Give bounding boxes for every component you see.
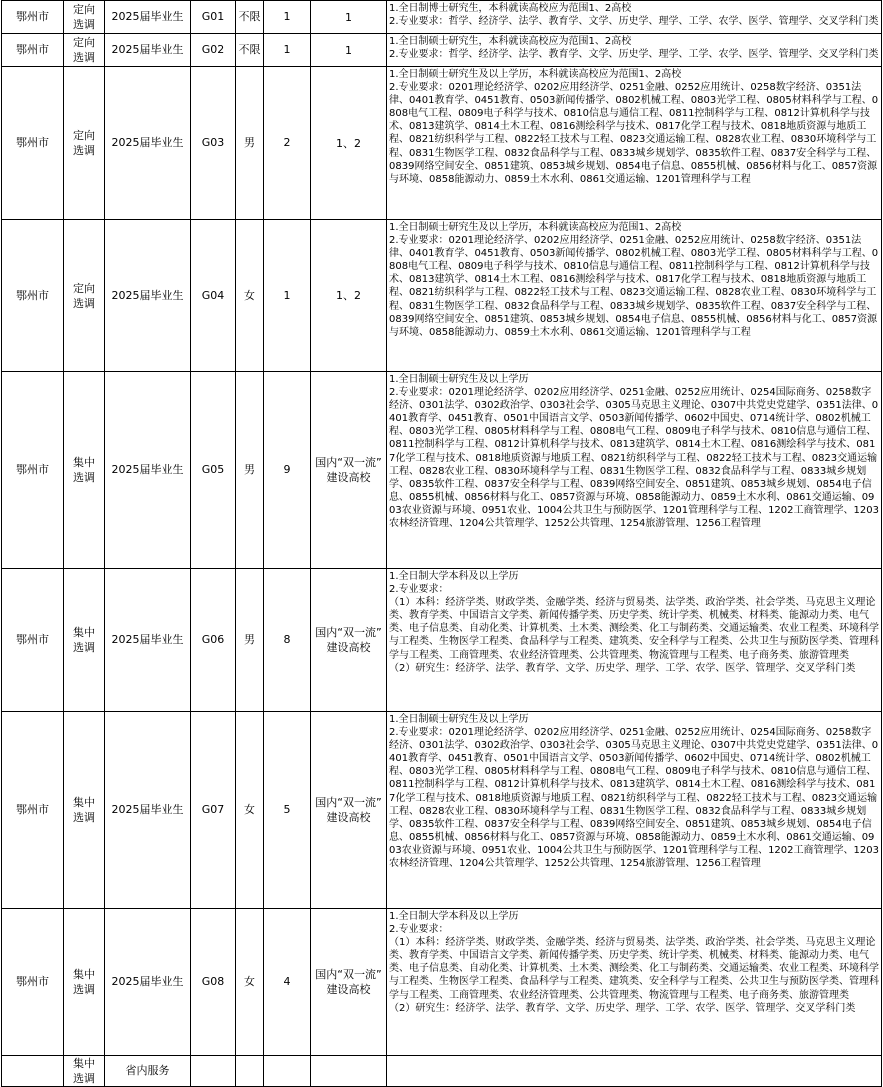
school-range-cell: 1、2 <box>311 220 387 372</box>
table-row <box>2 220 882 372</box>
method-cell: 定向 选调 <box>64 34 105 67</box>
requirement-cell: 1.全日制大学本科及以上学历 2.专业要求： （1）本科：经济学类、财政学类、金融学类、经济与贸易类、法学类、政治学类、社会学类、马克思主义理论类、教育学类、中国语言文学类、新闻传播学类、历史学类、统计学类、机械类、材料类、能源动力类、电气类、电子信息类、自动化类、计算机类、土木类、测绘类、化工与制药类、交通运输类、农业工程类、环境科学与工程类、生物医学工程类、食品科学与工程类、建筑类、安全科学与工程类、公共卫生与预防医学类、管理科学与工程类、工商管理类、农业经济管理类、公共管理类、物流管理与工程类、电子商务类、旅游管理类 （2）研究生：经济学、法学、教育学、文学、历史学、理学、工学、农学、医学、管理学、交叉学科门类 <box>387 909 882 1056</box>
count-cell: 1 <box>264 1 311 34</box>
gender-cell: 女 <box>236 909 264 1056</box>
gender-cell: 女 <box>236 712 264 909</box>
requirement-cell: 1.全日制硕士研究生及以上学历 2.专业要求：0201理论经济学、0202应用经济学、0251金融、0252应用统计、0254国际商务、0258数字经济、0301法学、0302政治学、0303社会学、0305马克思主义理论、0307中共党史党建学、0351法律、0401教育学、0451教育、0501中国语言文学、0503新闻传播学、0602中国史、0714统计学、0802机械工程、0803光学工程、0805材料科学与工程、0808电气工程、0809电子科学与技术、0810信息与通信工程、0811控制科学与工程、0812计算机科学与技术、0813建筑学、0814土木工程、0816测绘科学与技术、0817化学工程与技术、0818地质资源与地质工程、0821纺织科学与工程、0822轻工技术与工程、0823交通运输工程、0828农业工程、0830环境科学与工程、0831生物医学工程、0832食品科学与工程、0833城乡规划学、0835软件工程、0837安全科学与工程、0839网络空间安全、0851建筑、0853城乡规划、0854电子信息、0855机械、0856材料与化工、0857资源与环境、0858能源动力、0859土木水利、0861交通运输、0903农业资源与环境、0951农业、1004公共卫生与预防医学、1201管理科学与工程、1202工商管理学、1203农林经济管理、1204公共管理学、1252公共管理、1254旅游管理、1256工程管理 <box>387 372 882 569</box>
gender-cell: 不限 <box>236 1 264 34</box>
gender-cell: 男 <box>236 569 264 712</box>
school-range-cell: 1 <box>311 1 387 34</box>
position-code-cell: G08 <box>191 909 236 1056</box>
table-body <box>2 1 882 1087</box>
method-cell: 集中 选调 <box>64 1056 105 1087</box>
school-range-cell: 1 <box>311 34 387 67</box>
school-range-cell: 1、2 <box>311 67 387 220</box>
target-cell: 2025届毕业生 <box>105 909 191 1056</box>
region-cell: 鄂州市 <box>2 712 64 909</box>
target-cell: 2025届毕业生 <box>105 372 191 569</box>
school-range-cell <box>311 1056 387 1087</box>
gender-cell: 不限 <box>236 34 264 67</box>
target-cell: 2025届毕业生 <box>105 569 191 712</box>
count-cell: 4 <box>264 909 311 1056</box>
target-cell: 2025届毕业生 <box>105 220 191 372</box>
target-cell: 2025届毕业生 <box>105 34 191 67</box>
table-row <box>2 569 882 712</box>
requirement-cell: 1.全日制硕士研究生及以上学历，本科就读高校应为范围1、2高校 2.专业要求：0201理论经济学、0202应用经济学、0251金融、0252应用统计、0258数字经济、0351法律、0401教育学、0451教育、0503新闻传播学、0802机械工程、0803光学工程、0805材料科学与工程、0808电气工程、0809电子科学与技术、0810信息与通信工程、0811控制科学与工程、0812计算机科学与技术、0813建筑学、0814土木工程、0816测绘科学与技术、0817化学工程与技术、0818地质资源与地质工程、0821纺织科学与工程、0822轻工技术与工程、0823交通运输工程、0828农业工程、0830环境科学与工程、0831生物医学工程、0832食品科学与工程、0833城乡规划学、0835软件工程、0837安全科学与工程、0839网络空间安全、0851建筑、0853城乡规划、0854电子信息、0855机械、0856材料与化工、0857资源与环境、0858能源动力、0859土木水利、0861交通运输、1201管理科学与工程 <box>387 67 882 220</box>
target-cell: 2025届毕业生 <box>105 67 191 220</box>
target-cell: 省内服务 <box>105 1056 191 1087</box>
target-cell: 2025届毕业生 <box>105 1 191 34</box>
gender-cell <box>236 1056 264 1087</box>
position-code-cell: G04 <box>191 220 236 372</box>
school-range-cell: 国内“双一流” 建设高校 <box>311 372 387 569</box>
requirement-cell: 1.全日制硕士研究生及以上学历，本科就读高校应为范围1、2高校 2.专业要求：0201理论经济学、0202应用经济学、0251金融、0252应用统计、0258数字经济、0351法律、0401教育学、0451教育、0503新闻传播学、0802机械工程、0803光学工程、0805材料科学与工程、0808电气工程、0809电子科学与技术、0810信息与通信工程、0811控制科学与工程、0812计算机科学与技术、0813建筑学、0814土木工程、0816测绘科学与技术、0817化学工程与技术、0818地质资源与地质工程、0821纺织科学与工程、0822轻工技术与工程、0823交通运输工程、0828农业工程、0830环境科学与工程、0831生物医学工程、0832食品科学与工程、0833城乡规划学、0835软件工程、0837安全科学与工程、0839网络空间安全、0851建筑、0853城乡规划、0854电子信息、0855机械、0856材料与化工、0857资源与环境、0858能源动力、0859土木水利、0861交通运输、1201管理科学与工程 <box>387 220 882 372</box>
count-cell: 1 <box>264 220 311 372</box>
gender-cell: 男 <box>236 67 264 220</box>
method-cell: 集中 选调 <box>64 712 105 909</box>
position-code-cell: G03 <box>191 67 236 220</box>
method-cell: 定向 选调 <box>64 220 105 372</box>
count-cell <box>264 1056 311 1087</box>
recruitment-table <box>1 0 882 1087</box>
table-row <box>2 909 882 1056</box>
method-cell: 集中 选调 <box>64 569 105 712</box>
region-cell: 鄂州市 <box>2 909 64 1056</box>
method-cell: 集中 选调 <box>64 909 105 1056</box>
region-cell: 鄂州市 <box>2 569 64 712</box>
school-range-cell: 国内“双一流” 建设高校 <box>311 569 387 712</box>
region-cell: 鄂州市 <box>2 67 64 220</box>
table-row <box>2 67 882 220</box>
target-cell: 2025届毕业生 <box>105 712 191 909</box>
count-cell: 2 <box>264 67 311 220</box>
table-row <box>2 1 882 34</box>
school-range-cell: 国内“双一流” 建设高校 <box>311 712 387 909</box>
position-code-cell: G05 <box>191 372 236 569</box>
gender-cell: 女 <box>236 220 264 372</box>
requirement-cell: 1.全日制硕士研究生及以上学历 2.专业要求：0201理论经济学、0202应用经济学、0251金融、0252应用统计、0254国际商务、0258数字经济、0301法学、0302政治学、0303社会学、0305马克思主义理论、0307中共党史党建学、0351法律、0401教育学、0451教育、0501中国语言文学、0503新闻传播学、0602中国史、0714统计学、0802机械工程、0803光学工程、0805材料科学与工程、0808电气工程、0809电子科学与技术、0810信息与通信工程、0811控制科学与工程、0812计算机科学与技术、0813建筑学、0814土木工程、0816测绘科学与技术、0817化学工程与技术、0818地质资源与地质工程、0821纺织科学与工程、0822轻工技术与工程、0823交通运输工程、0828农业工程、0830环境科学与工程、0831生物医学工程、0832食品科学与工程、0833城乡规划学、0835软件工程、0837安全科学与工程、0839网络空间安全、0851建筑、0853城乡规划、0854电子信息、0855机械、0856材料与化工、0857资源与环境、0858能源动力、0859土木水利、0861交通运输、0903农业资源与环境、0951农业、1004公共卫生与预防医学、1201管理科学与工程、1202工商管理学、1203农林经济管理、1204公共管理学、1252公共管理、1254旅游管理、1256工程管理 <box>387 712 882 909</box>
count-cell: 5 <box>264 712 311 909</box>
position-code-cell: G02 <box>191 34 236 67</box>
position-code-cell: G06 <box>191 569 236 712</box>
method-cell: 集中 选调 <box>64 372 105 569</box>
count-cell: 1 <box>264 34 311 67</box>
table-row <box>2 712 882 909</box>
region-cell: 鄂州市 <box>2 220 64 372</box>
region-cell: 鄂州市 <box>2 372 64 569</box>
region-cell: 鄂州市 <box>2 34 64 67</box>
position-code-cell: G07 <box>191 712 236 909</box>
region-cell <box>2 1056 64 1087</box>
count-cell: 9 <box>264 372 311 569</box>
position-code-cell <box>191 1056 236 1087</box>
gender-cell: 男 <box>236 372 264 569</box>
requirement-cell: 1.全日制博士研究生，本科就读高校应为范围1、2高校 2.专业要求：哲学、经济学、法学、教育学、文学、历史学、理学、工学、农学、医学、管理学、交叉学科门类 <box>387 1 882 34</box>
school-range-cell: 国内“双一流” 建设高校 <box>311 909 387 1056</box>
region-cell: 鄂州市 <box>2 1 64 34</box>
table-row <box>2 1056 882 1087</box>
requirement-cell: 1.全日制硕士研究生，本科就读高校应为范围1、2高校 2.专业要求：哲学、经济学、法学、教育学、文学、历史学、理学、工学、农学、医学、管理学、交叉学科门类 <box>387 34 882 67</box>
method-cell: 定向 选调 <box>64 1 105 34</box>
requirement-cell <box>387 1056 882 1087</box>
position-code-cell: G01 <box>191 1 236 34</box>
table-row <box>2 372 882 569</box>
requirement-cell: 1.全日制大学本科及以上学历 2.专业要求： （1）本科：经济学类、财政学类、金融学类、经济与贸易类、法学类、政治学类、社会学类、马克思主义理论类、教育学类、中国语言文学类、新闻传播学类、历史学类、统计学类、机械类、材料类、能源动力类、电气类、电子信息类、自动化类、计算机类、土木类、测绘类、化工与制药类、交通运输类、农业工程类、环境科学与工程类、生物医学工程类、食品科学与工程类、建筑类、安全科学与工程类、公共卫生与预防医学类、管理科学与工程类、工商管理类、农业经济管理类、公共管理类、物流管理与工程类、电子商务类、旅游管理类 （2）研究生：经济学、法学、教育学、文学、历史学、理学、工学、农学、医学、管理学、交叉学科门类 <box>387 569 882 712</box>
method-cell: 定向 选调 <box>64 67 105 220</box>
table-row <box>2 34 882 67</box>
count-cell: 8 <box>264 569 311 712</box>
